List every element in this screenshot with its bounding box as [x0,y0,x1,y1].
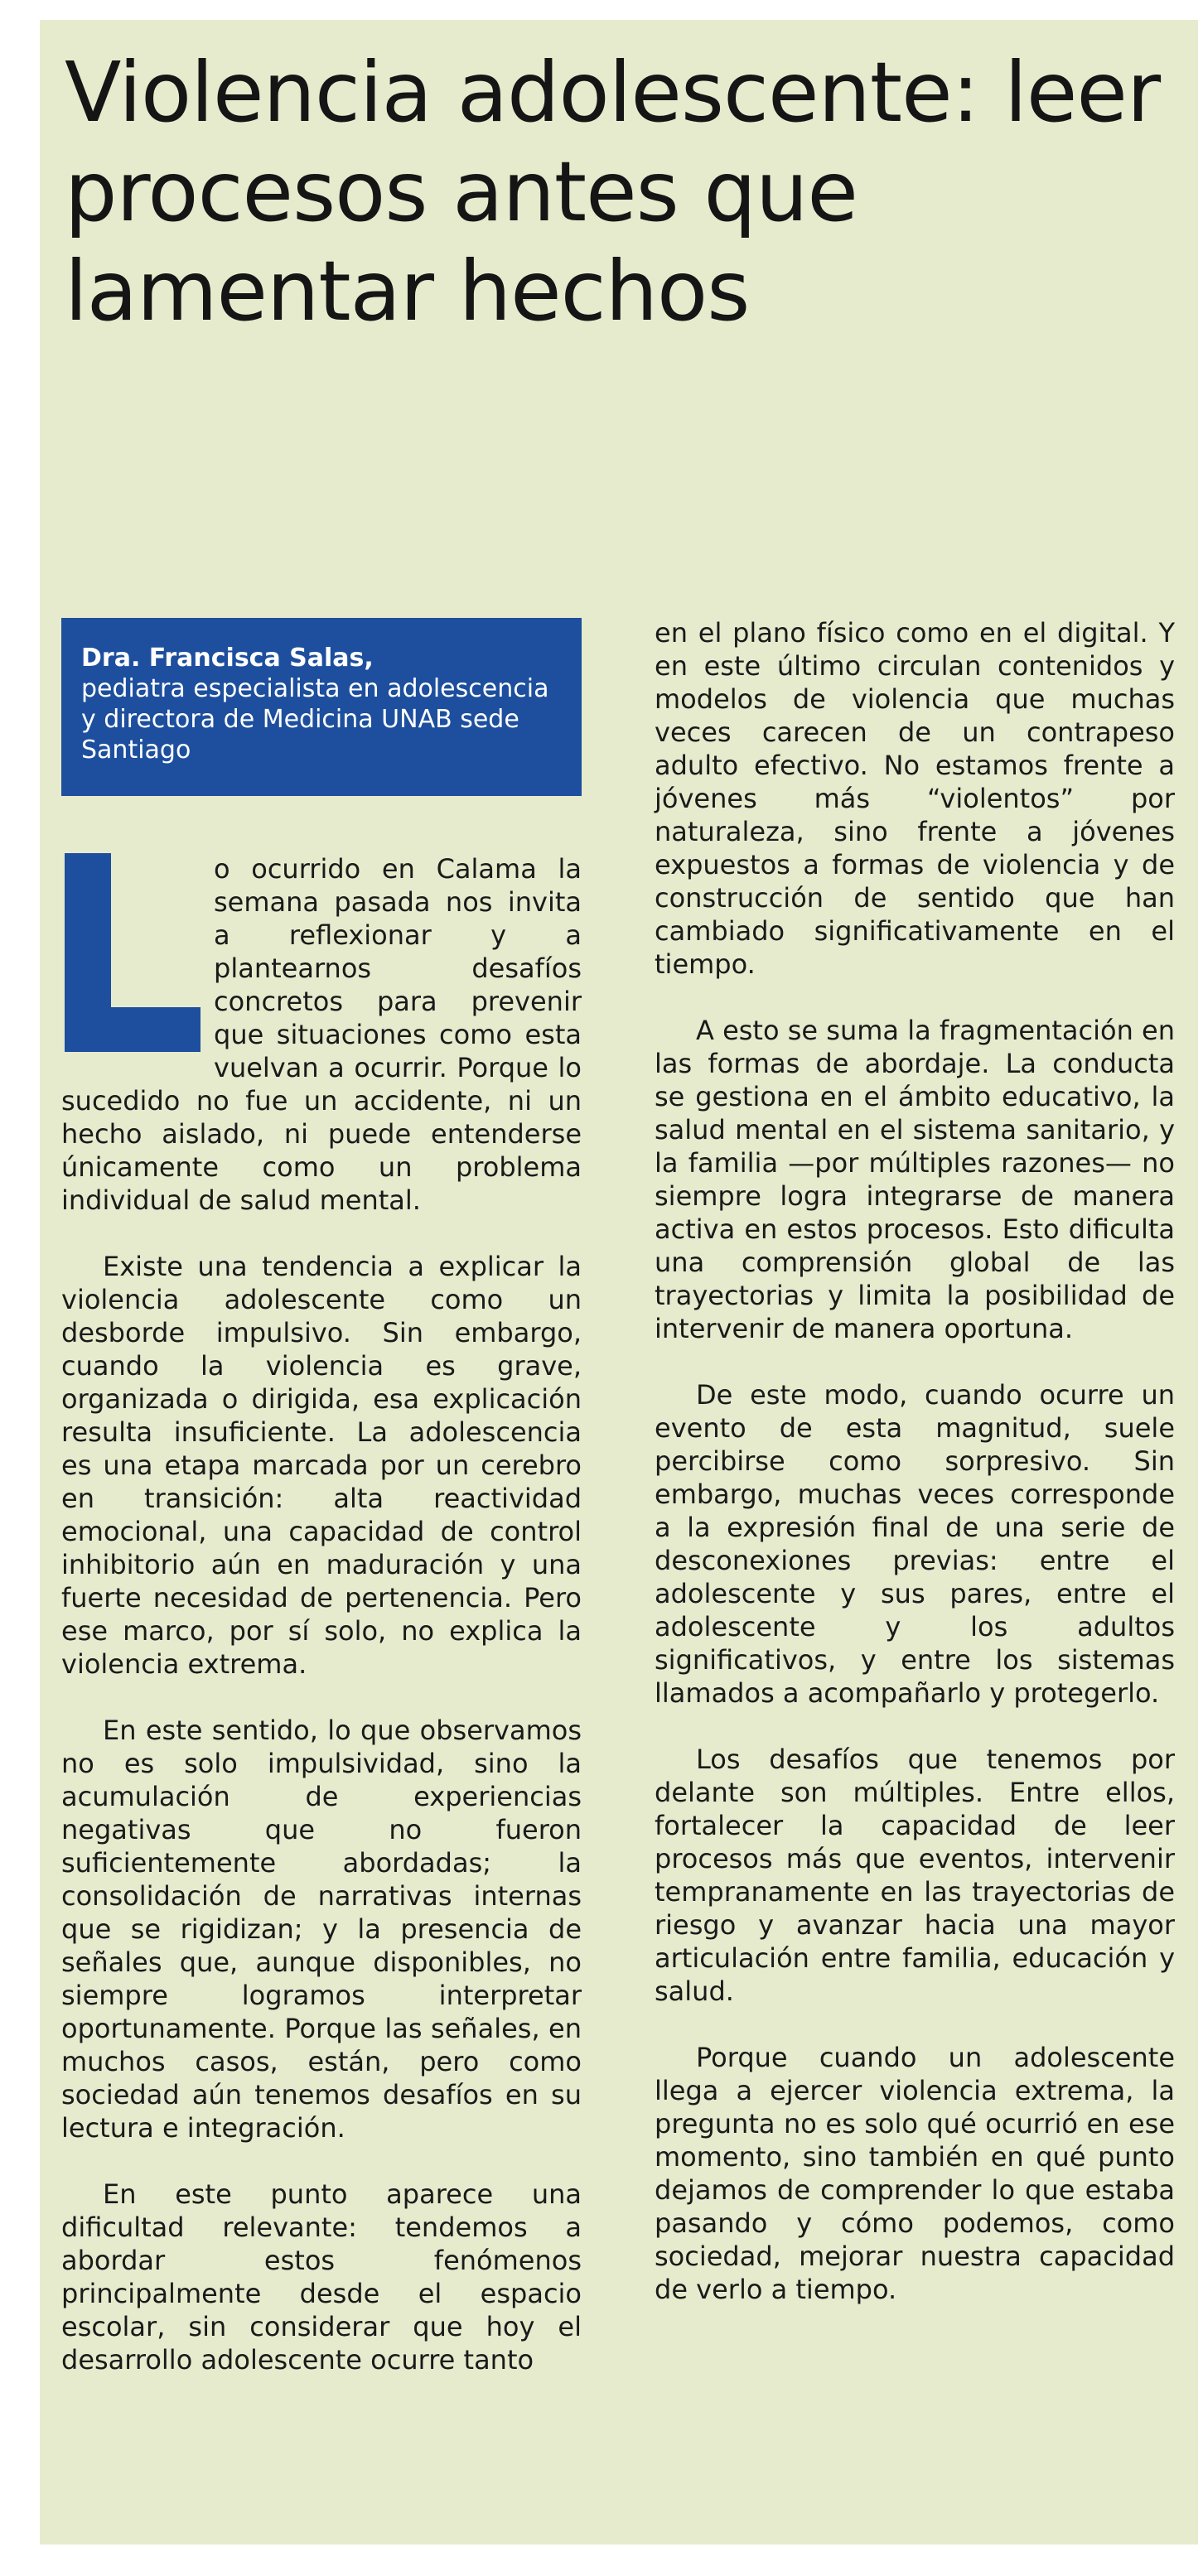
drop-cap-l-glyph [61,850,204,1054]
article-paragraph-1 [61,852,582,1217]
article-paragraph-8: Porque cuando un adolescente llega a ejercer violencia extrema, la pregunta no es solo qué ocurrió en ese momento, sino también en qué punto dejamos de comprender lo que estaba pasando y cómo podemos, como sociedad, mejorar nuestra capacidad de verlo a tiempo. [655,2042,1175,2305]
article-paragraph-4: En este punto aparece una dificultad relevante: tendemos a abordar estos fenómenos principalmente desde el espacio escolar, sin considerar que hoy el desarrollo adolescente ocurre tanto [61,2178,582,2376]
article-paragraph-2: Existe una tendencia a explicar la violencia adolescente como un desborde impulsivo. Sin embargo, cuando la violencia es grave, organizada o dirigida, esa explicación resulta insuficiente. La adolescencia es una etapa marcada por un cerebro en transición: alta reactividad emocional, una capacidad de control inhibitorio aún en maduración y una fuerte necesidad de pertenencia. Pero ese marco, por sí solo, no explica la violencia extrema. [61,1251,582,1680]
article-column-right [655,616,1175,2339]
article-column-left [61,852,582,2410]
drop-cap [61,850,204,1054]
paragraph-text: o ocurrido en Calama la semana pasada nos invita a reflexionar y a plantearnos desafíos concretos para prevenir que situaciones como esta vuelvan a ocurrir. Porque lo sucedido no fue un accidente, ni un hecho aislado, ni puede entenderse únicamente como un problema individual de salud mental. [61,853,582,1216]
article-paragraph-4-continued: en el plano físico como en el digital. Y en este último circulan contenidos y modelos de violencia que muchas veces carecen de un contrapeso adulto efectivo. No estamos frente a jóvenes más “violentos” por naturaleza, sino frente a jóvenes expuestos a formas de violencia y de construcción de sentido que han cambiado significativamente en el tiempo. [655,617,1175,980]
article-paragraph-3: En este sentido, lo que observamos no es solo impulsividad, sino la acumulación de experiencias negativas que no fueron suficientemente abordadas; la consolidación de narrativas internas que se rigidizan; y la presencia de señales que, aunque disponibles, no siempre logramos interpretar oportunamente. Porque las señales, en muchos casos, están, pero como sociedad aún tenemos desafíos en su lectura e integración. [61,1715,582,2144]
article-paragraph-6: De este modo, cuando ocurre un evento de esta magnitud, suele percibirse como sorpresivo. Sin embargo, muchas veces corresponde a la expresión final de una serie de desconexiones previas: entre el adolescente y sus pares, entre el adolescente y los adultos significativos, y entre los sistemas llamados a acompañarlo y protegerlo. [655,1379,1175,1709]
article-title: Violencia adolescente: leer procesos antes que lamentar hechos [65,44,1161,340]
author-box [61,618,582,796]
article-page [40,20,1198,2545]
author-name: Dra. Francisca Salas, [81,644,374,673]
article-paragraph-7: Los desafíos que tenemos por delante son múltiples. Entre ellos, fortalecer la capacidad de leer procesos más que eventos, intervenir tempranamente en las trayectorias de riesgo y avanzar hacia una mayor articulación entre familia, educación y salud. [655,1744,1175,2007]
article-paragraph-5: A esto se suma la fragmentación en las formas de abordaje. La conducta se gestiona en el ámbito educativo, la salud mental en el sistema sanitario, y la familia —por múltiples razones— no siempre logra integrarse de manera activa en estos procesos. Esto dificulta una comprensión global de las trayectorias y limita la posibilidad de intervenir de manera oportuna. [655,1015,1175,1344]
author-role: pediatra especialista en adolescencia y directora de Medicina UNAB sede Santiago [81,674,549,765]
